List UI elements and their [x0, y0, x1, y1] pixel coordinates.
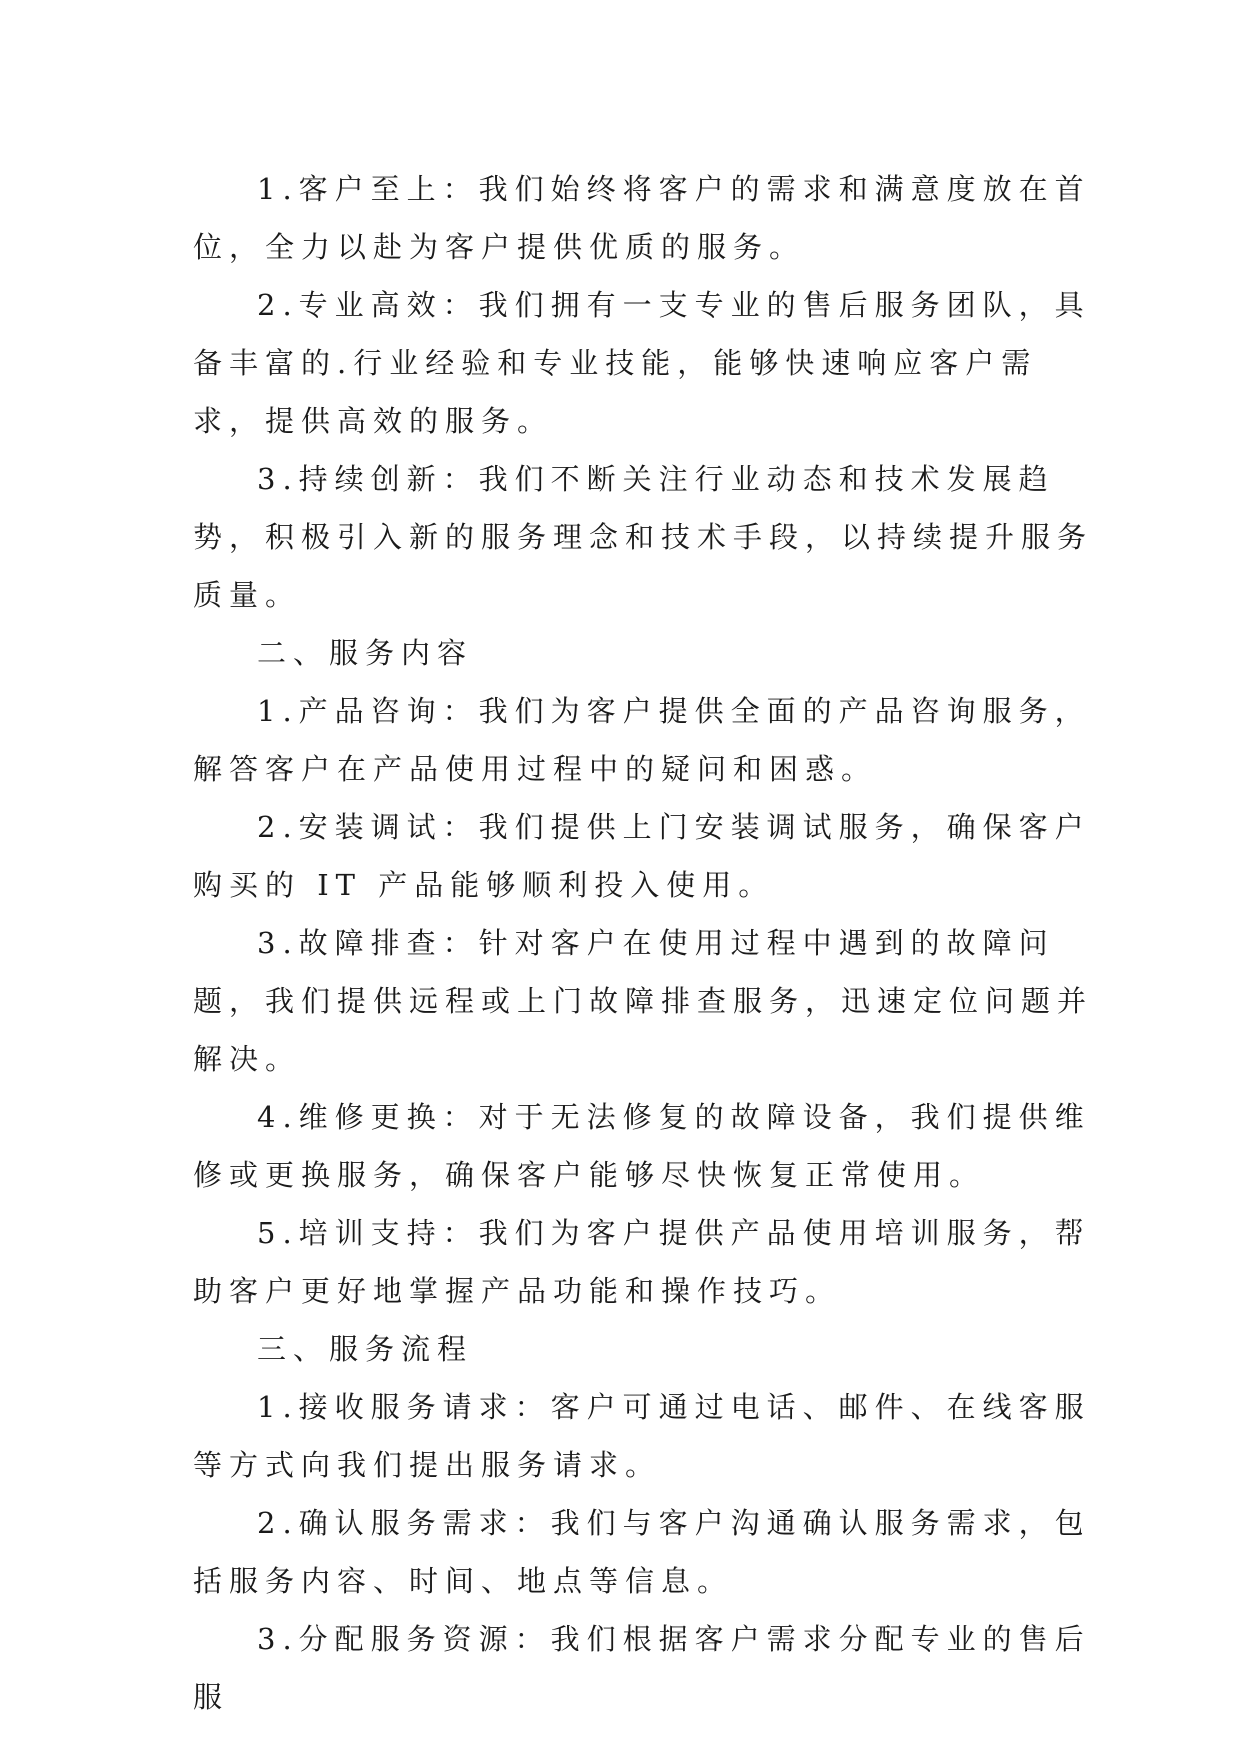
paragraph-content-4: 4.维修更换：对于无法修复的故障设备，我们提供维修或更换服务，确保客户能够尽快恢复正常使用。: [193, 1100, 1091, 1192]
section-heading-service-content: 二、服务内容: [257, 636, 474, 670]
paragraph-principle-2: 2.专业高效：我们拥有一支专业的售后服务团队，具备丰富的.行业经验和专业技能，能够快速响应客户需求，提供高效的服务。: [193, 288, 1091, 438]
paragraph-process-1: 1.接收服务请求：客户可通过电话、邮件、在线客服等方式向我们提出服务请求。: [193, 1390, 1091, 1482]
paragraph-principle-1: 1.客户至上：我们始终将客户的需求和满意度放在首位，全力以赴为客户提供优质的服务。: [193, 172, 1091, 264]
paragraph-process-3: 3.分配服务资源：我们根据客户需求分配专业的售后服: [193, 1622, 1091, 1714]
paragraph-content-3: 3.故障排查：针对客户在使用过程中遇到的故障问题，我们提供远程或上门故障排查服务，迅速定位问题并解决。: [193, 926, 1094, 1076]
section-heading-service-process: 三、服务流程: [257, 1332, 474, 1366]
paragraph-content-5: 5.培训支持：我们为客户提供产品使用培训服务，帮助客户更好地掌握产品功能和操作技巧。: [193, 1216, 1091, 1308]
paragraph-process-2: 2.确认服务需求：我们与客户沟通确认服务需求，包括服务内容、时间、地点等信息。: [193, 1506, 1091, 1598]
paragraph-content-2: 2.安装调试：我们提供上门安装调试服务，确保客户购买的 IT 产品能够顺利投入使用。: [193, 810, 1091, 902]
paragraph-content-1: 1.产品咨询：我们为客户提供全面的产品咨询服务，解答客户在产品使用过程中的疑问和困惑。: [193, 694, 1091, 786]
document-body: [193, 160, 1093, 1726]
paragraph-principle-3: 3.持续创新：我们不断关注行业动态和技术发展趋势，积极引入新的服务理念和技术手段，以持续提升服务质量。: [193, 462, 1094, 612]
